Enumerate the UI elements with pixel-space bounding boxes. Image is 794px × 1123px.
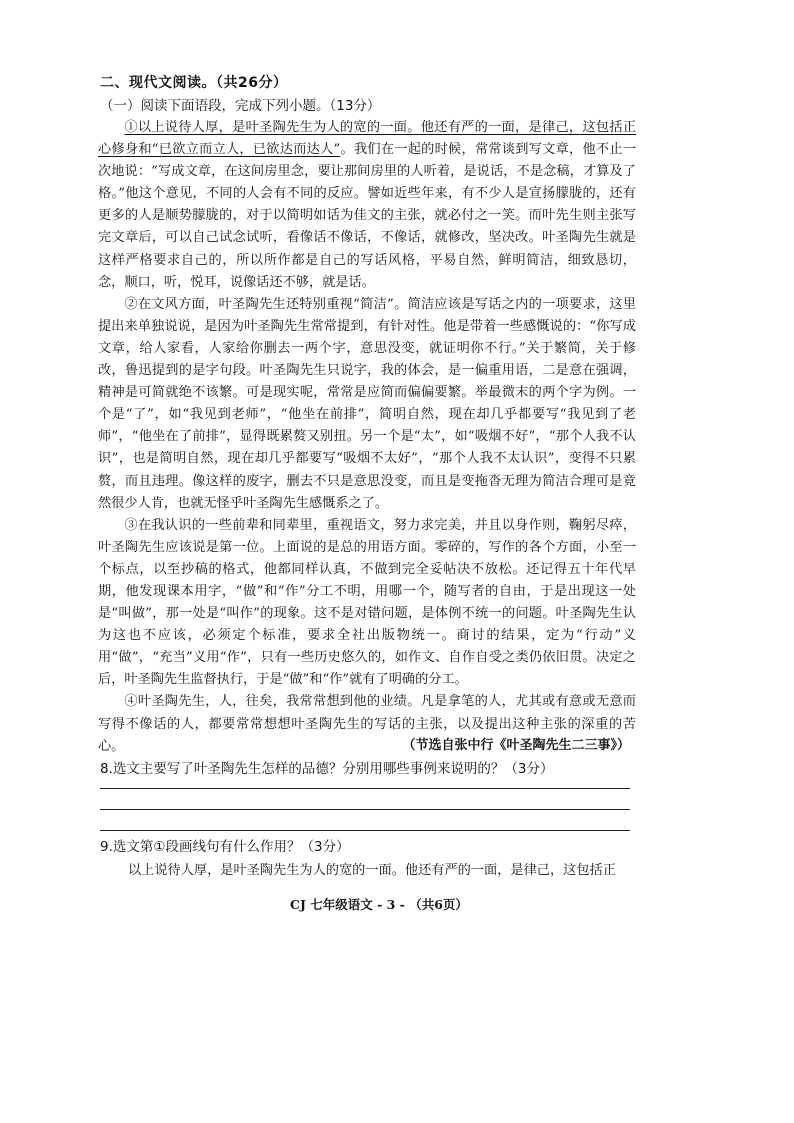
page-footer: CJ 七年级语文 - 3 - （共6页） xyxy=(290,897,468,912)
answer-line[interactable] xyxy=(100,830,630,831)
question-9-answer: 以上说待人厚，是叶圣陶先生为人的宽的一面。他还有严的一面，是律己，这包括正 xyxy=(128,863,616,878)
reading-passage xyxy=(98,117,636,758)
paragraph-3: ③在我认识的一些前辈和同辈里，重视语文，努力求完美，并且以身作则，鞠躬尽瘁，叶圣陶先生应该说是第一位。上面说的是总的用语方面。零碎的，写作的各个方面，小至一个标点，以至抄稿的格式，他都同样认真，不做到完全妥帖决不放松。还记得五十年代早期，他发现课本用字，“做”和“作”分工不明，用哪一个，随写者的自由，于是出现这一处是“叫做”，那一处是“叫作”的现象。这不是对错问题，是体例不统一的问题。叶圣陶先生认为这也不应该，必须定个标准，要求全社出版物统一。商讨的结果，定为“行动”义用“做”，“充当”义用“作”，只有一些历史悠久的，如作文、自作自受之类仍依旧贯。决定之后，叶圣陶先生监督执行，于是“做”和“作”就有了明确的分工。 xyxy=(98,517,636,688)
question-9: 9.选文第①段画线句有什么作用？（3分） xyxy=(100,839,350,855)
section-title: 二、现代文阅读。（共26分） xyxy=(100,75,288,91)
paragraph-4: ④叶圣陶先生，人，往矣，我常常想到他的业绩。凡是拿笔的人，尤其或有意或无意而写得不像话的人，都要常常想想叶圣陶先生的写话的主张，以及提出这种主张的深重的苦心。 xyxy=(98,694,636,754)
passage-source: （节选自张中行《叶圣陶先生二三事》） xyxy=(402,738,630,753)
paragraph-1 xyxy=(98,117,636,294)
paragraph-1-rest: 。我们在一起的时候，常常谈到写文章，他不止一次地说：“写成文章，在这间房里念，要让那间房里的人听着，是说话，不是念稿，才算及了格。”他这个意见，不同的人会有不同的反应。譬如近些年来，有不少人是宣扬朦胧的，还有更多的人是顺势朦胧的，对于以简明如话为佳文的主张，就必付之一笑。而叶先生则主张写完文章后，可以自己试念试听，看像话不像话，不像话，就修改，坚决改。叶圣陶先生就是这样严格要求自己的，所以所作都是自己的写话风格，平易自然，鲜明简洁，细致恳切，念，顺口，听，悦耳，说像话还不够，就是话。 xyxy=(98,142,637,290)
paragraph-2: ②在文风方面，叶圣陶先生还特别重视“简洁”。简洁应该是写话之内的一项要求，这里提出来单独说说，是因为叶圣陶先生常常提到，有针对性。他是带着一些感慨说的：“你写成文章，给人家看，人家给你删去一两个字，意思没变，就证明你不行。”关于繁简，关于修改，鲁迅提到的是字句段。叶圣陶先生只说字，我的体会，是一偏重用语，二是意在强调，精神是可简就绝不该繁。可是现实呢，常常是应简而偏偏要繁。举最微末的两个字为例。一个是“了”，如“我见到老师”，“他坐在前排”，简明自然，现在却几乎都要写“我见到了老师”，“他坐在了前排”，显得既累赘又别扭。另一个是“太”，如“吸烟不好”，“那个人我不认识”，也是简明自然，现在却几乎都要写“吸烟不太好”，“那个人我不太认识”，变得不只累赘，而且违理。像这样的废字，删去不只是意思没变，而且是变拖沓无理为简洁合理可是竟然很少人肯，也就无怪乎叶圣陶先生感慨系之了。 xyxy=(98,296,636,511)
underlined-sentence: ①以上说待人厚，是叶圣陶先生为人的宽的一面。他还有严的一面，是律己，这包括正心修身和“已欲立而立人，已欲达而达人” xyxy=(98,120,636,158)
answer-line[interactable] xyxy=(100,809,630,810)
question-8: 8.选文主要写了叶圣陶先生怎样的品德？分别用哪些事例来说明的？（3分） xyxy=(100,761,554,777)
answer-line[interactable] xyxy=(100,788,630,789)
sub-title: （一）阅读下面语段，完成下列小题。（13分） xyxy=(100,98,381,114)
